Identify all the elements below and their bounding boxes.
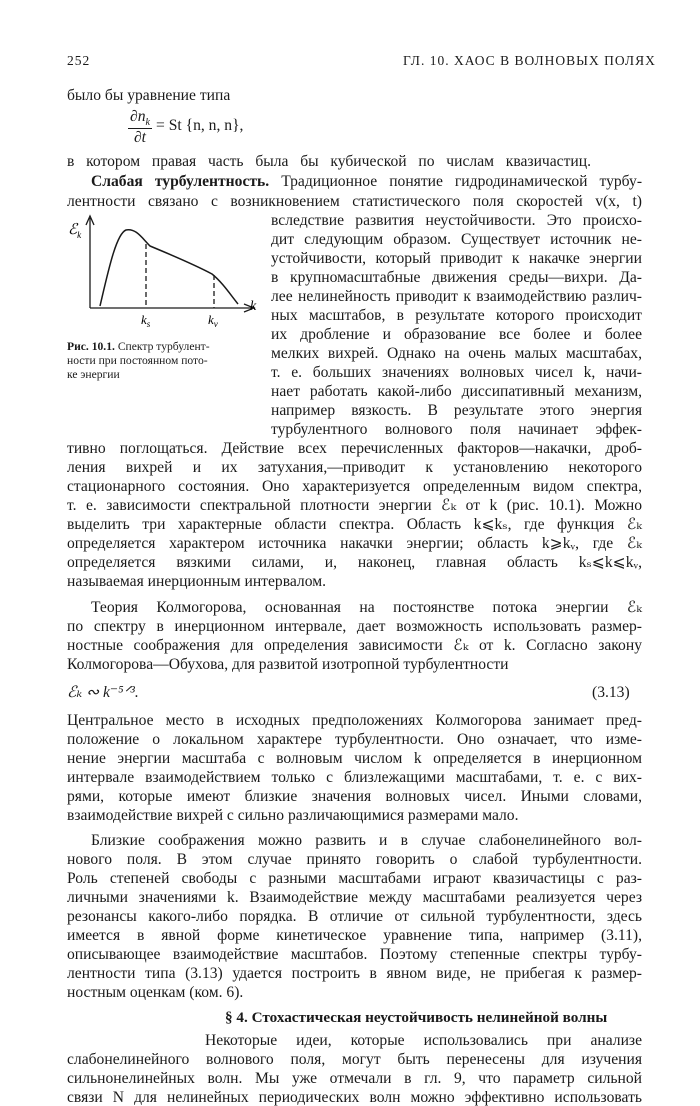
text-line: например вязкость. В результате этого энергия	[271, 402, 642, 419]
text-line: положение о локальном характере турбулентности. Оно означает, что изме-	[67, 731, 642, 748]
caption-label: Рис. 10.1.	[67, 340, 115, 353]
eq1-numerator: ∂n	[130, 108, 146, 125]
text-line: ных масштабов, в результате которого происходит	[271, 307, 642, 324]
eq1-rhs: = St {n, n, n},	[156, 117, 244, 134]
figure-caption-line	[67, 340, 210, 354]
text-line: ления вихрей и их затухания,—приводит к установлению некоторого	[67, 459, 642, 476]
spectrum-figure	[64, 212, 264, 330]
text-line: интервале взаимодействием только с близлежащими масштабами, т. е. с вих-	[67, 769, 642, 786]
figure-caption-line: ности при постоянном пото-	[67, 354, 208, 367]
text-line: определяется характером источника накачки энергии; область k⩾kᵥ, где ℰₖ	[67, 535, 642, 552]
text-line: сильнонелинейных волн. Мы уже отмечали в гл. 9, что параметр сильной	[67, 1070, 642, 1087]
text-line: лентности типа (3.13) удается построить в явном виде, не прибегая к размер-	[67, 965, 642, 982]
text-line: устойчивости, который приводит к накачке энергии	[271, 250, 642, 267]
text-line: определяется вязкими силами, и, наконец, главная область kₛ⩽k⩽kᵥ,	[67, 554, 642, 571]
text-line: дит следующим образом. Существует источник не-	[271, 231, 642, 248]
text-line: их дробление и образование все более и более	[271, 326, 642, 343]
text-line: в котором правая часть была бы кубической по числам квазичастиц.	[67, 153, 591, 170]
paragraph-lead	[91, 172, 642, 192]
text-line: слабонелинейного волнового поля, могут быть перенесены для изучения	[67, 1051, 642, 1068]
text-line: рями, которые имеют близкие значения волновых чисел. Иными словами,	[67, 788, 642, 805]
text-line: т. е. больших значениях волновых чисел k, начи-	[271, 364, 642, 381]
text-line: имеется в явной форме кинетическое уравнение типа, например (3.11),	[67, 927, 642, 944]
text-line: нового поля. В этом случае принято говорить о слабой турбулентности.	[67, 851, 642, 868]
tick-ks: $k_s$	[141, 312, 151, 329]
text-line: Центральное место в исходных предположениях Колмогорова занимает пред-	[67, 712, 642, 729]
text-line: описывающее взаимодействие масштабов. Поэтому степенные спектры турбу-	[67, 946, 642, 963]
text-line: личными значениями k. Взаимодействие между масштабами реализуется через	[67, 889, 642, 906]
running-title: ГЛ. 10. ХАОС В ВОЛНОВЫХ ПОЛЯХ	[403, 53, 656, 68]
text-line: Некоторые идеи, которые использовались при анализе	[205, 1032, 642, 1049]
caption-text: Спектр турбулент-	[117, 340, 210, 353]
text-line: по спектру в инерционном интервале, дает возможность использовать размер-	[67, 618, 642, 635]
figure-caption-line: ке энергии	[67, 368, 120, 381]
eq1-denominator: ∂t	[133, 129, 147, 146]
text-line: ностные соображения для определения зависимости ℰₖ от k. Согласно закону	[67, 637, 642, 654]
text-line: тивно поглощаться. Действие всех перечисленных факторов—накачки, дроб-	[67, 440, 642, 457]
text-line: лентности связано с возникновением статистического поля скоростей v(x, t)	[67, 193, 642, 210]
y-axis-label: ℰ$_k$	[68, 222, 82, 240]
text-line: мелких вихрей. Однако на очень малых масштабах,	[271, 345, 642, 362]
text-line: Колмогорова—Обухова, для развитой изотропной турбулентности	[67, 656, 509, 673]
text-line: ностным оценкам (ком. 6).	[67, 984, 244, 1001]
text-line: Традиционное понятие гидродинамической турбу-	[281, 173, 643, 190]
run-in-heading: Слабая турбулентность.	[91, 173, 270, 190]
text-line: связи N для нелинейных периодических волн можно эффективно использовать	[67, 1089, 642, 1106]
text-line: в крупномасштабные движения среды—вихри. Да-	[271, 269, 642, 286]
eq1-subscript: k	[145, 117, 150, 129]
text-line: Роль степеней свободы с разными масштабами играют квазичастицы с раз-	[67, 870, 642, 887]
section-heading: § 4. Стохастическая неустойчивость нелинейной волны	[225, 1009, 608, 1026]
x-axis-label: k	[250, 299, 257, 314]
text-line: выделить три характерные области спектра. Область k⩽kₛ, где функция ℰₖ	[67, 516, 642, 533]
page-number: 252	[67, 53, 91, 68]
tick-kv: $k_\nu$	[208, 312, 218, 329]
text-line: Близкие соображения можно развить и в случае слабонелинейного вол-	[91, 832, 642, 849]
text-line: лее нелинейность приводит к взаимодействию различ-	[271, 288, 642, 305]
text-line: стационарного состояния. Оно характеризуется определенным видом спектра,	[67, 478, 642, 495]
equation-number: (3.13)	[592, 684, 630, 701]
text-line: вследствие развития неустойчивости. Это происхо-	[271, 212, 642, 229]
text-line: турбулентного волнового поля начинает эффек-	[271, 421, 642, 438]
text-line: называемая инерционным интервалом.	[67, 573, 326, 590]
text-line: т. е. зависимости спектральной плотности энергии ℰₖ от k (рис. 10.1). Можно	[67, 497, 642, 514]
equation-kolmogorov: ℰₖ ∾ k⁻⁵ᐟ³.	[67, 684, 139, 701]
spectrum-curve	[100, 230, 238, 306]
text-line: резонансы какого-либо порядка. В отличие от сильной турбулентности, здесь	[67, 908, 642, 925]
text-line: взаимодействие вихрей с сильно различающимися размерами мало.	[67, 807, 519, 824]
text-line: Теория Колмогорова, основанная на постоянстве потока энергии ℰₖ	[91, 599, 642, 616]
text-line: нение энергии масштаба с волновым числом k определяется в инерционном	[67, 750, 642, 767]
text-line: было бы уравнение типа	[67, 87, 231, 104]
text-line: нает работать какой-либо диссипативный механизм,	[271, 383, 642, 400]
